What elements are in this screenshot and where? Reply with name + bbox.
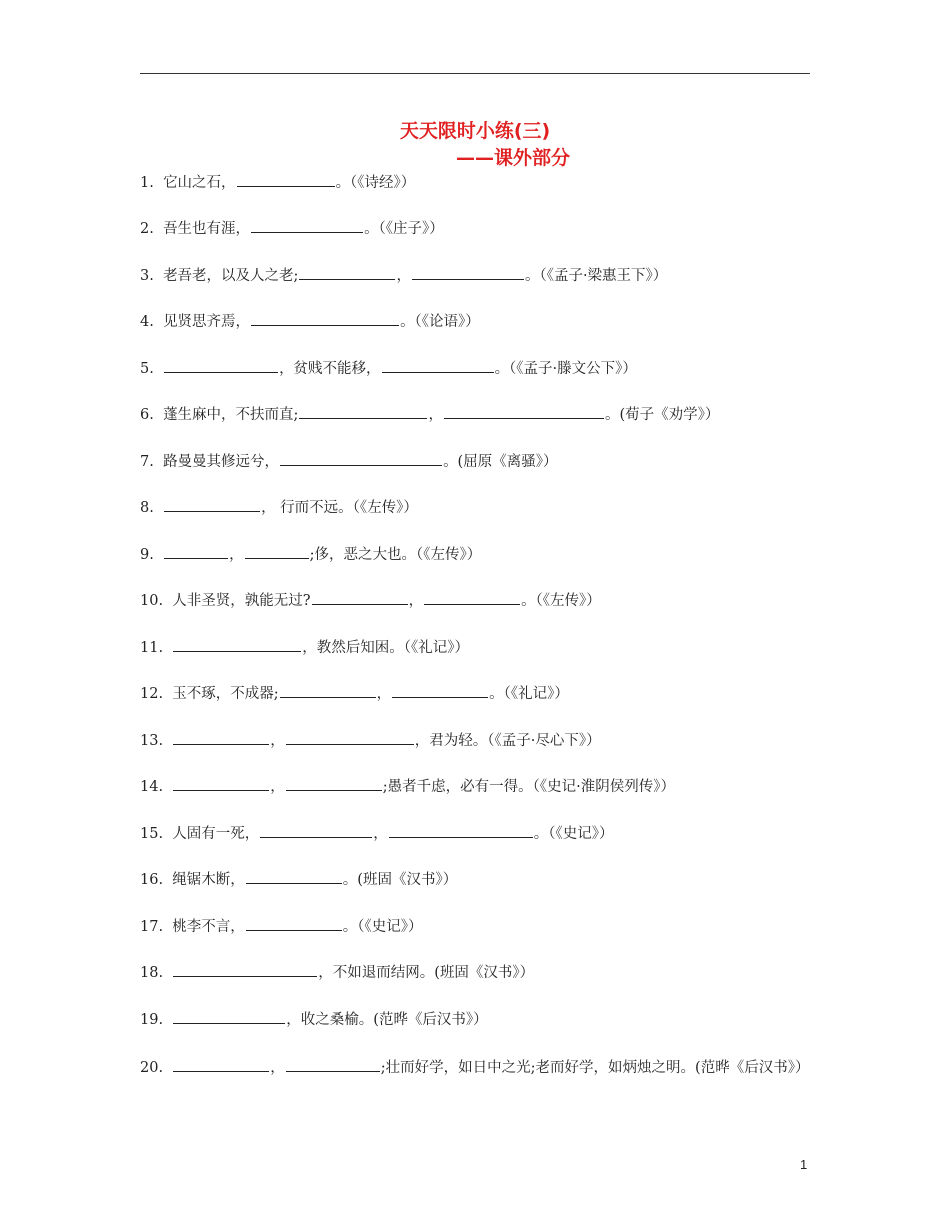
answer-blank[interactable] (299, 265, 395, 280)
question-number: 17. (140, 919, 164, 935)
question-number: 6. (140, 407, 154, 423)
answer-blank[interactable] (280, 683, 376, 698)
answer-blank[interactable] (245, 544, 309, 559)
answer-blank[interactable] (164, 497, 260, 512)
answer-blank[interactable] (173, 1057, 269, 1072)
answer-blank[interactable] (389, 823, 533, 838)
answer-blank[interactable] (286, 776, 382, 791)
page-subtitle: ——课外部分 (455, 147, 570, 169)
answer-blank[interactable] (173, 962, 317, 977)
answer-blank[interactable] (164, 358, 278, 373)
question-number: 9. (140, 547, 154, 563)
question-20: 20. ， ;壮而好学，如日中之光;老而好学，如炳烛之明。(范晔《后汉书》） (140, 1055, 810, 1082)
question-number: 3. (140, 268, 154, 284)
question-number: 10. (140, 593, 164, 609)
question-7: 7. 路曼曼其修远兮， 。(屈原《离骚》） (140, 449, 810, 476)
question-9: 9. ， ;侈，恶之大也。（《左传》） (140, 542, 810, 569)
question-number: 5. (140, 361, 154, 377)
question-2: 2. 吾生也有涯， 。（《庄子》） (140, 216, 810, 243)
question-number: 19. (140, 1012, 164, 1028)
question-16: 16. 绳锯木断， 。(班固《汉书》） (140, 867, 810, 894)
question-8: 8. ， 行而不远。（《左传》） (140, 495, 810, 522)
question-number: 13. (140, 733, 164, 749)
answer-blank[interactable] (392, 683, 488, 698)
question-1: 1. 它山之石， 。（《诗经》） (140, 170, 810, 197)
answer-blank[interactable] (173, 637, 301, 652)
question-3: 3. 老吾老，以及人之老; ， 。（《孟子·梁惠王下》） (140, 263, 810, 290)
question-6: 6. 蓬生麻中，不扶而直; ， 。(荀子《劝学》） (140, 402, 810, 429)
question-number: 1. (140, 175, 154, 191)
question-number: 11. (140, 640, 164, 656)
question-number: 14. (140, 779, 164, 795)
question-17: 17. 桃李不言， 。（《史记》） (140, 914, 810, 941)
question-number: 8. (140, 500, 154, 516)
answer-blank[interactable] (286, 1057, 380, 1072)
question-number: 12. (140, 686, 164, 702)
question-number: 2. (140, 221, 154, 237)
question-18: 18. ，不如退而结网。(班固《汉书》） (140, 960, 810, 987)
question-number: 20. (140, 1060, 164, 1076)
answer-blank[interactable] (251, 311, 399, 326)
answer-blank[interactable] (412, 265, 524, 280)
question-10: 10. 人非圣贤，孰能无过? ， 。（《左传》） (140, 588, 810, 615)
answer-blank[interactable] (246, 916, 342, 931)
question-number: 15. (140, 826, 164, 842)
question-13: 13. ， ，君为轻。（《孟子·尽心下》） (140, 728, 810, 755)
answer-blank[interactable] (237, 172, 335, 187)
answer-blank[interactable] (246, 869, 342, 884)
answer-blank[interactable] (173, 776, 269, 791)
answer-blank[interactable] (164, 544, 228, 559)
answer-blank[interactable] (299, 404, 427, 419)
page-title: 天天限时小练(三) (399, 120, 551, 142)
question-number: 16. (140, 872, 164, 888)
question-5: 5. ，贫贱不能移， 。（《孟子·滕文公下》） (140, 356, 810, 383)
answer-blank[interactable] (312, 590, 408, 605)
answer-blank[interactable] (382, 358, 494, 373)
question-number: 4. (140, 314, 154, 330)
question-19: 19. ，收之桑榆。(范晔《后汉书》） (140, 1007, 810, 1034)
question-12: 12. 玉不琢，不成器; ， 。（《礼记》） (140, 681, 810, 708)
answer-blank[interactable] (260, 823, 372, 838)
header-rule (140, 73, 810, 74)
answer-blank[interactable] (251, 218, 363, 233)
answer-blank[interactable] (280, 451, 442, 466)
question-11: 11. ，教然后知困。（《礼记》） (140, 635, 810, 662)
question-number: 7. (140, 454, 154, 470)
question-number: 18. (140, 965, 164, 981)
question-4: 4. 见贤思齐焉， 。（《论语》） (140, 309, 810, 336)
answer-blank[interactable] (286, 730, 414, 745)
answer-blank[interactable] (173, 1009, 285, 1024)
answer-blank[interactable] (173, 730, 269, 745)
question-14: 14. ， ;愚者千虑，必有一得。（《史记·淮阴侯列传》） (140, 774, 810, 801)
question-15: 15. 人固有一死， ， 。（《史记》） (140, 821, 810, 848)
answer-blank[interactable] (424, 590, 520, 605)
answer-blank[interactable] (444, 404, 604, 419)
page-number: 1 (800, 1157, 808, 1172)
